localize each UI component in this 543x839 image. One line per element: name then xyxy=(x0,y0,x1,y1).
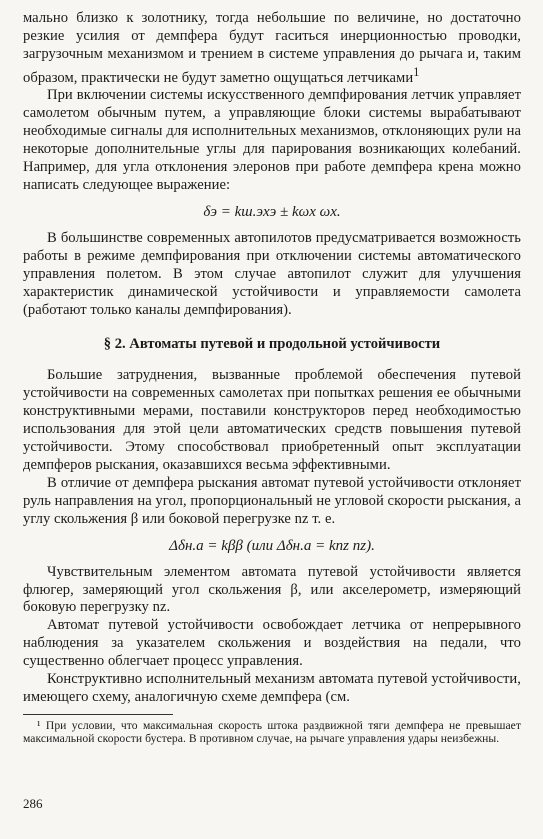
section-heading: § 2. Автоматы путевой и продольной устойчивости xyxy=(103,336,441,353)
footnote: ¹ При условии, что максимальная скорость штока раздвижной тяги демпфера не превышает максимальной скорости бустера. В противном случае, на рычаге управления удары неизбежны. xyxy=(23,718,521,746)
formula-aileron-deflection: δэ = kш.эxэ ± kωx ωx. xyxy=(203,203,341,220)
footnote-divider xyxy=(23,714,173,715)
page-number: 286 xyxy=(23,796,43,811)
paragraph-1: мально близко к золотнику, тогда небольшие по величине, но достаточно резкие усилия от демпфера будут гаситься инерционностью проводки, загрузочным механизмом и трением в системе управления до рычага и, таким образом, практически не будут заметно ощущаться летчиками$^1$ xyxy=(23,10,521,86)
footnote-mark: 1 xyxy=(413,64,420,79)
formula-rudder-deflection: Δδн.а = kββ (или Δδн.а = knz nz). xyxy=(169,537,375,554)
paragraph-8: Конструктивно исполнительный механизм автомата путевой устойчивости, имеющего схему, аналогичную схеме демпфера (см. xyxy=(23,671,521,705)
paragraph-3: В большинстве современных автопилотов предусматривается возможность работы в режиме демпфирования при отключении системы автоматического управления полетом. В этом случае автопилот служит для улучшения характеристик динамической устойчивости и управляемости самолета (работают только каналы демпфирования). xyxy=(23,229,521,318)
paragraph-5: В отличие от демпфера рыскания автомат путевой устойчивости отклоняет руль направления на угол, пропорциональный не угловой скорости рыскания, а углу скольжения β или боковой перегрузке nz т. е. xyxy=(23,474,521,527)
paragraph-6: Чувствительным элементом автомата путевой устойчивости является флюгер, замеряющий угол скольжения β, или акселерометр, измеряющий боковую перегрузку nz. xyxy=(23,563,521,616)
paragraph-4: Большие затруднения, вызванные проблемой обеспечения путевой устойчивости на современных самолетах при попытках решения ее обычными конструктивными мерами, поставили конструкторов перед необходимостью использования для этой цели автоматических средств повышения путевой устойчивости. Этому способствовал приобретенный опыт эксплуатации демпферов рыскания, оказавшихся весьма эффективными. xyxy=(23,367,521,473)
paragraph-7: Автомат путевой устойчивости освобождает летчика от непрерывного наблюдения за указателем скольжения и воздействия на педали, что существенно облегчает процесс управления. xyxy=(23,617,521,670)
paragraph-2: При включении системы искусственного демпфирования летчик управляет самолетом обычным путем, а управляющие блоки системы вырабатывают необходимые сигналы для исполнительных механизмов, отклоняющих рули на некоторые дополнительные углы для парирования возникающих колебаний. Например, для угла отклонения элеронов при работе демпфера крена можно написать следующее выражение: xyxy=(23,87,521,194)
